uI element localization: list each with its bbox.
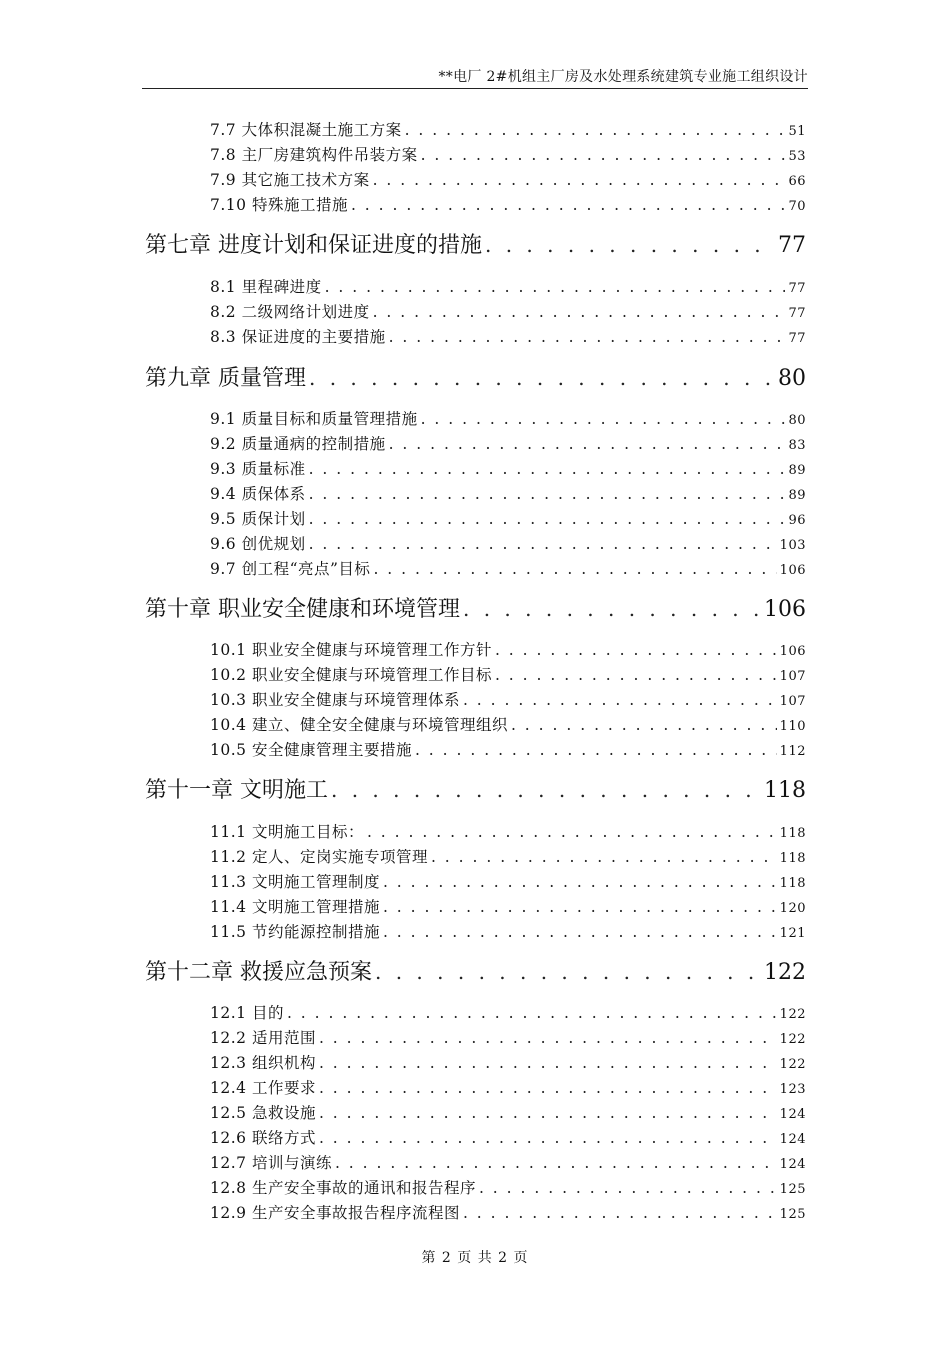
toc-chapter-entry[interactable] bbox=[145, 773, 806, 807]
toc-entry-title: 11.4 文明施工管理措施 bbox=[210, 898, 380, 916]
toc-page-number: 96 bbox=[788, 513, 806, 528]
toc-entry-title: 9.2 质量通病的控制措施 bbox=[210, 435, 386, 453]
toc-page-number: 118 bbox=[779, 876, 806, 891]
toc-section-entry[interactable] bbox=[210, 870, 806, 894]
toc-leader-dots bbox=[389, 435, 786, 453]
running-header: **电厂 2#机组主厂房及水处理系统建筑专业施工组织设计 bbox=[438, 69, 808, 85]
toc-page-number: 83 bbox=[788, 438, 806, 453]
toc-entry-title: 11.2 定人、定岗实施专项管理 bbox=[210, 848, 428, 866]
toc-entry-title: 第七章 进度计划和保证进度的措施 bbox=[145, 233, 482, 258]
toc-section-entry[interactable] bbox=[210, 557, 806, 581]
toc-entry-title: 8.2 二级网络计划进度 bbox=[210, 303, 370, 321]
toc-section-entry[interactable] bbox=[210, 168, 806, 192]
toc-entry-title: 12.3 组织机构 bbox=[210, 1054, 316, 1072]
toc-leader-dots bbox=[511, 716, 777, 734]
header-rule bbox=[142, 88, 808, 89]
toc-page-number: 106 bbox=[764, 597, 806, 622]
toc-page-number: 89 bbox=[788, 488, 806, 503]
toc-section-entry[interactable] bbox=[210, 1151, 806, 1175]
toc-section-entry[interactable] bbox=[210, 432, 806, 456]
toc-section-entry[interactable] bbox=[210, 507, 806, 531]
toc-page-number: 80 bbox=[788, 413, 806, 428]
toc-page-number: 103 bbox=[779, 538, 806, 553]
toc-section-entry[interactable] bbox=[210, 1051, 806, 1075]
toc-section-entry[interactable] bbox=[210, 482, 806, 506]
toc-leader-dots bbox=[309, 510, 786, 528]
toc-leader-dots bbox=[309, 460, 786, 478]
toc-chapter-entry[interactable] bbox=[145, 361, 806, 395]
toc-page-number: 77 bbox=[788, 306, 806, 321]
toc-leader-dots bbox=[421, 410, 786, 428]
toc-entry-title: 10.2 职业安全健康与环境管理工作目标 bbox=[210, 666, 492, 684]
toc-section-entry[interactable] bbox=[210, 300, 806, 324]
toc-page-number: 51 bbox=[788, 124, 806, 139]
toc-entry-title: 7.9 其它施工技术方案 bbox=[210, 171, 370, 189]
toc-entry-title: 8.1 里程碑进度 bbox=[210, 278, 322, 296]
toc-leader-dots bbox=[367, 823, 777, 841]
toc-section-entry[interactable] bbox=[210, 532, 806, 556]
toc-page-number: 124 bbox=[779, 1132, 806, 1147]
toc-section-entry[interactable] bbox=[210, 325, 806, 349]
toc-entry-title: 11.1 文明施工目标： bbox=[210, 823, 364, 841]
toc-entry-title: 第十二章 救援应急预案 bbox=[145, 960, 372, 985]
toc-page-number: 107 bbox=[779, 669, 806, 684]
toc-entry-title: 7.10 特殊施工措施 bbox=[210, 196, 348, 214]
toc-leader-dots bbox=[463, 1204, 777, 1222]
toc-section-entry[interactable] bbox=[210, 738, 806, 762]
toc-section-entry[interactable] bbox=[210, 845, 806, 869]
toc-page-number: 122 bbox=[779, 1007, 806, 1022]
toc-page-number: 120 bbox=[779, 901, 806, 916]
toc-page-number: 77 bbox=[778, 233, 806, 258]
toc-entry-title: 12.5 急救设施 bbox=[210, 1104, 316, 1122]
toc-section-entry[interactable] bbox=[210, 920, 806, 944]
toc-leader-dots bbox=[495, 641, 777, 659]
toc-section-entry[interactable] bbox=[210, 820, 806, 844]
toc-section-entry[interactable] bbox=[210, 457, 806, 481]
toc-leader-dots bbox=[373, 171, 786, 189]
toc-leader-dots bbox=[331, 778, 761, 802]
toc-page-number: 118 bbox=[779, 851, 806, 866]
toc-page-number: 124 bbox=[779, 1157, 806, 1172]
toc-page-number: 53 bbox=[788, 149, 806, 164]
toc-leader-dots bbox=[319, 1054, 777, 1072]
toc-entry-title: 9.5 质保计划 bbox=[210, 510, 306, 528]
toc-page-number: 107 bbox=[779, 694, 806, 709]
toc-section-entry[interactable] bbox=[210, 688, 806, 712]
toc-section-entry[interactable] bbox=[210, 193, 806, 217]
toc-leader-dots bbox=[463, 691, 777, 709]
toc-page-number: 122 bbox=[764, 960, 806, 985]
toc-page-number: 80 bbox=[778, 366, 806, 391]
toc-page-number: 123 bbox=[779, 1082, 806, 1097]
toc-entry-title: 12.8 生产安全事故的通讯和报告程序 bbox=[210, 1179, 476, 1197]
toc-leader-dots bbox=[287, 1004, 777, 1022]
toc-leader-dots bbox=[309, 485, 786, 503]
toc-page-number: 70 bbox=[788, 199, 806, 214]
toc-leader-dots bbox=[309, 366, 775, 390]
toc-section-entry[interactable] bbox=[210, 1076, 806, 1100]
toc-section-entry[interactable] bbox=[210, 275, 806, 299]
toc-page-number: 112 bbox=[779, 744, 806, 759]
toc-leader-dots bbox=[383, 898, 777, 916]
page-footer: 第 2 页 共 2 页 bbox=[421, 1250, 529, 1266]
toc-page-number: 89 bbox=[788, 463, 806, 478]
toc-entry-title: 11.5 节约能源控制措施 bbox=[210, 923, 380, 941]
toc-page-number: 124 bbox=[779, 1107, 806, 1122]
toc-entry-title: 9.4 质保体系 bbox=[210, 485, 306, 503]
toc-section-entry[interactable] bbox=[210, 1126, 806, 1150]
toc-page-number: 110 bbox=[779, 719, 806, 734]
toc-entry-title: 12.4 工作要求 bbox=[210, 1079, 316, 1097]
toc-leader-dots bbox=[405, 121, 786, 139]
toc-leader-dots bbox=[415, 741, 777, 759]
toc-leader-dots bbox=[463, 597, 761, 621]
toc-section-entry[interactable] bbox=[210, 713, 806, 737]
toc-page-number: 106 bbox=[779, 644, 806, 659]
toc-page-number: 122 bbox=[779, 1057, 806, 1072]
toc-page-number: 106 bbox=[779, 563, 806, 578]
toc-entry-title: 9.6 创优规划 bbox=[210, 535, 306, 553]
toc-leader-dots bbox=[319, 1079, 777, 1097]
toc-entry-title: 12.2 适用范围 bbox=[210, 1029, 316, 1047]
toc-section-entry[interactable] bbox=[210, 407, 806, 431]
toc-entry-title: 9.7 创工程“亮点”目标 bbox=[210, 560, 371, 578]
toc-entry-title: 10.1 职业安全健康与环境管理工作方针 bbox=[210, 641, 492, 659]
toc-entry-title: 第十一章 文明施工 bbox=[145, 778, 328, 803]
toc-section-entry[interactable] bbox=[210, 663, 806, 687]
toc-section-entry[interactable] bbox=[210, 1176, 806, 1200]
toc-leader-dots bbox=[309, 535, 777, 553]
toc-section-entry[interactable] bbox=[210, 1026, 806, 1050]
toc-entry-title: 12.6 联络方式 bbox=[210, 1129, 316, 1147]
toc-entry-title: 10.4 建立、健全安全健康与环境管理组织 bbox=[210, 716, 508, 734]
toc-entry-title: 7.7 大体积混凝土施工方案 bbox=[210, 121, 402, 139]
toc-leader-dots bbox=[383, 873, 777, 891]
toc-entry-title: 第十章 职业安全健康和环境管理 bbox=[145, 597, 460, 622]
toc-leader-dots bbox=[373, 560, 776, 578]
toc-leader-dots bbox=[325, 278, 786, 296]
toc-entry-title: 11.3 文明施工管理制度 bbox=[210, 873, 380, 891]
toc-entry-title: 第九章 质量管理 bbox=[145, 366, 306, 391]
toc-section-entry[interactable] bbox=[210, 895, 806, 919]
toc-page-number: 66 bbox=[788, 174, 806, 189]
toc-entry-title: 10.5 安全健康管理主要措施 bbox=[210, 741, 412, 759]
toc-page-number: 125 bbox=[779, 1182, 806, 1197]
toc-entry-title: 8.3 保证进度的主要措施 bbox=[210, 328, 386, 346]
toc-section-entry[interactable] bbox=[210, 143, 806, 167]
toc-entry-title: 12.9 生产安全事故报告程序流程图 bbox=[210, 1204, 460, 1222]
toc-section-entry[interactable] bbox=[210, 638, 806, 662]
toc-page-number: 125 bbox=[779, 1207, 806, 1222]
toc-leader-dots bbox=[375, 960, 761, 984]
toc-leader-dots bbox=[421, 146, 786, 164]
toc-section-entry[interactable] bbox=[210, 1201, 806, 1225]
toc-chapter-entry[interactable] bbox=[145, 955, 806, 989]
toc-entry-title: 9.1 质量目标和质量管理措施 bbox=[210, 410, 418, 428]
toc-page-number: 121 bbox=[779, 926, 806, 941]
toc-chapter-entry[interactable] bbox=[145, 228, 806, 262]
toc-section-entry[interactable] bbox=[210, 1001, 806, 1025]
toc-entry-title: 9.3 质量标准 bbox=[210, 460, 306, 478]
toc-section-entry[interactable] bbox=[210, 1101, 806, 1125]
toc-entry-title: 12.1 目的 bbox=[210, 1004, 284, 1022]
toc-leader-dots bbox=[495, 666, 777, 684]
toc-leader-dots bbox=[373, 303, 786, 321]
toc-page-number: 77 bbox=[788, 281, 806, 296]
toc-leader-dots bbox=[479, 1179, 777, 1197]
toc-leader-dots bbox=[319, 1104, 777, 1122]
toc-leader-dots bbox=[389, 328, 786, 346]
toc-entry-title: 7.8 主厂房建筑构件吊装方案 bbox=[210, 146, 418, 164]
toc-leader-dots bbox=[335, 1154, 777, 1172]
toc-leader-dots bbox=[383, 923, 777, 941]
toc-leader-dots bbox=[319, 1029, 777, 1047]
toc-leader-dots bbox=[351, 196, 786, 214]
toc-leader-dots bbox=[319, 1129, 777, 1147]
toc-section-entry[interactable] bbox=[210, 118, 806, 142]
toc-chapter-entry[interactable] bbox=[145, 592, 806, 626]
toc-page-number: 77 bbox=[788, 331, 806, 346]
toc-page-number: 122 bbox=[779, 1032, 806, 1047]
toc-leader-dots bbox=[431, 848, 777, 866]
toc-leader-dots bbox=[485, 233, 775, 257]
toc-page-number: 118 bbox=[764, 778, 806, 803]
toc-entry-title: 12.7 培训与演练 bbox=[210, 1154, 332, 1172]
toc-entry-title: 10.3 职业安全健康与环境管理体系 bbox=[210, 691, 460, 709]
toc-page-number: 118 bbox=[779, 826, 806, 841]
